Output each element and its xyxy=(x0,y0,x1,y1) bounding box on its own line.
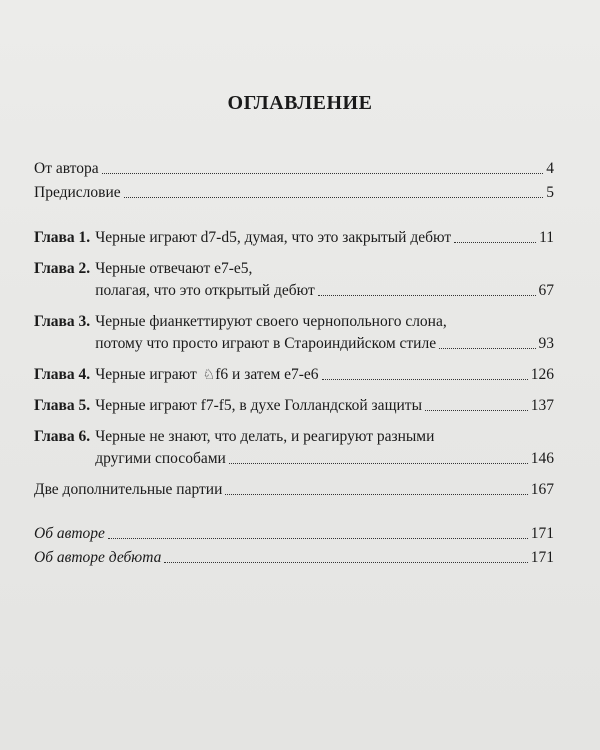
toc-page-number: 171 xyxy=(530,549,554,566)
chapter-title-line: Черные фианкеттируют своего чернопольного слона, xyxy=(95,313,447,330)
dot-leader xyxy=(425,410,528,411)
chapter-title-line: Черные не знают, что делать, и реагируют разными xyxy=(95,428,435,445)
toc-entry-additional-games[interactable] xyxy=(34,479,554,501)
toc-page-number: 93 xyxy=(538,335,554,352)
dot-leader xyxy=(439,348,535,349)
toc-entry-author-preface[interactable] xyxy=(34,158,554,180)
toc-entry-about-opening-author[interactable] xyxy=(34,547,554,569)
dot-leader xyxy=(102,173,544,174)
toc-page-number: 167 xyxy=(530,481,554,498)
toc-page-number: 171 xyxy=(530,525,554,542)
toc-page-number: 11 xyxy=(539,229,554,246)
toc-chapter-5[interactable] xyxy=(34,395,554,417)
chapter-number: Глава 3. xyxy=(34,313,91,330)
dot-leader xyxy=(164,562,527,563)
toc-page-number: 67 xyxy=(538,282,554,299)
chapter-number: Глава 2. xyxy=(34,260,91,277)
dot-leader xyxy=(225,494,527,495)
chapter-number: Глава 5. xyxy=(34,397,91,414)
toc-chapter-2[interactable] xyxy=(34,258,554,302)
toc-page-number: 137 xyxy=(530,397,554,414)
chapter-title-line: Черные отвечают е7-е5, xyxy=(95,260,253,277)
toc-page-number: 4 xyxy=(546,160,554,177)
table-of-contents xyxy=(34,158,554,569)
toc-chapter-4[interactable] xyxy=(34,364,554,386)
chapter-title-start: Черные играют xyxy=(95,366,197,383)
dot-leader xyxy=(124,197,544,198)
dot-leader xyxy=(322,379,528,380)
toc-chapter-6[interactable] xyxy=(34,426,554,470)
chapter-title-end: f6 и затем е7-е6 xyxy=(215,366,319,383)
toc-page-number: 126 xyxy=(530,366,554,383)
chapter-title-line: полагая, что это открытый дебют xyxy=(95,282,315,299)
toc-entry-label: От автора xyxy=(34,160,99,177)
toc-page-number: 146 xyxy=(530,450,554,467)
toc-chapter-1[interactable] xyxy=(34,227,554,249)
page-title: ОГЛАВЛЕНИЕ xyxy=(227,92,373,114)
chapter-number: Глава 1. xyxy=(34,229,91,246)
chapter-title-line: потому что просто играют в Староиндийском стиле xyxy=(95,335,437,352)
dot-leader xyxy=(318,295,536,296)
chess-knight-icon: ♘ xyxy=(202,367,216,383)
dot-leader xyxy=(454,242,536,243)
chapter-number: Глава 6. xyxy=(34,428,91,445)
toc-entry-label: Об авторе xyxy=(34,525,105,542)
chapter-title-line: другими способами xyxy=(95,450,226,467)
chapter-number: Глава 4. xyxy=(34,366,91,383)
dot-leader xyxy=(229,463,528,464)
chapter-title xyxy=(95,364,318,386)
dot-leader xyxy=(108,538,528,539)
toc-chapter-3[interactable] xyxy=(34,311,554,355)
chapter-title: Черные играют d7-d5, думая, что это закрытый дебют xyxy=(95,229,452,246)
toc-page-number: 5 xyxy=(546,184,554,201)
toc-entry-label: Две дополнительные партии xyxy=(34,481,223,498)
chapter-title: Черные играют f7-f5, в духе Голландской защиты xyxy=(95,397,422,414)
toc-entry-about-author[interactable] xyxy=(34,523,554,545)
toc-entry-label: Предисловие xyxy=(34,184,121,201)
toc-entry-foreword[interactable] xyxy=(34,182,554,204)
toc-entry-label: Об авторе дебюта xyxy=(34,549,162,566)
